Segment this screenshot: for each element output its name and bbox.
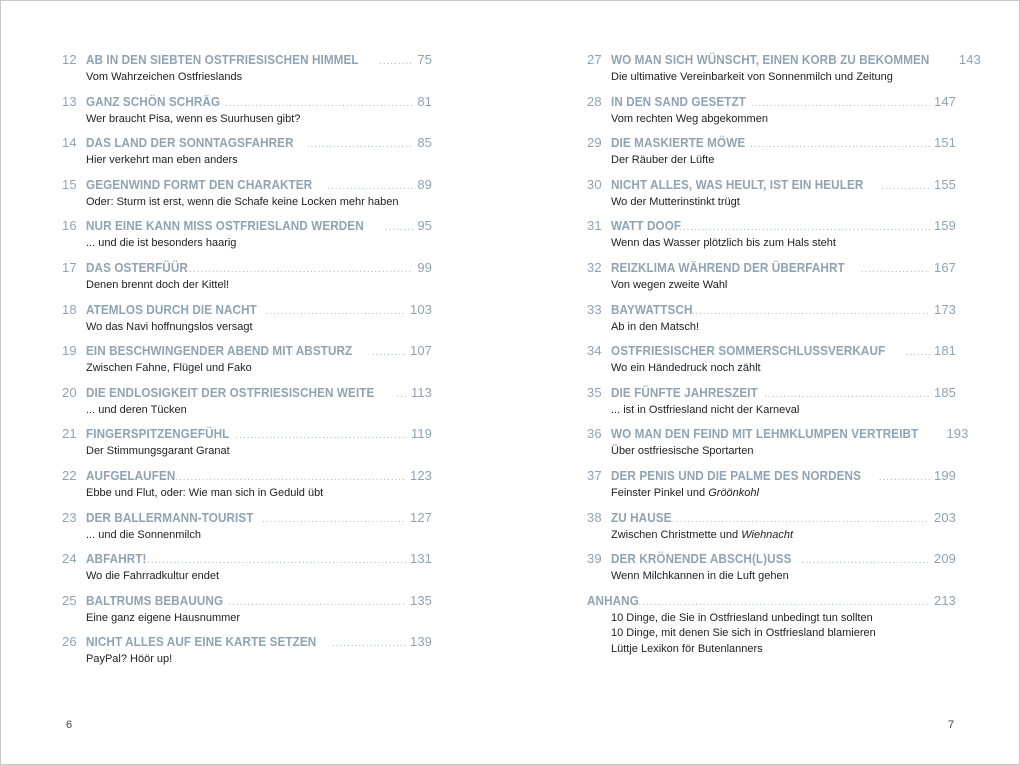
chapter-subtitle: Wo ein Händedruck noch zählt bbox=[611, 362, 761, 375]
toc-entry[interactable] bbox=[62, 52, 432, 94]
chapter-number: 31 bbox=[587, 218, 602, 234]
toc-entry[interactable] bbox=[62, 135, 432, 177]
chapter-subtitle: ... und die ist besonders haarig bbox=[86, 237, 237, 250]
chapter-number: 27 bbox=[587, 52, 602, 67]
leader-dots bbox=[307, 137, 414, 153]
page-number: 85 bbox=[417, 135, 432, 151]
leader-dots bbox=[906, 345, 930, 361]
leader-dots bbox=[879, 470, 930, 486]
chapter-title: NICHT ALLES, WAS HEULT, IST EIN HEULER bbox=[611, 176, 864, 192]
chapter-subtitle: Oder: Sturm ist erst, wenn die Schafe keine Locken mehr haben bbox=[86, 195, 399, 208]
chapter-number: 37 bbox=[587, 467, 602, 483]
chapter-number: 14 bbox=[62, 135, 77, 151]
chapter-subtitle: Wenn das Wasser plötzlich bis zum Hals steht bbox=[611, 237, 836, 250]
chapter-subtitle: Ab in den Matsch! bbox=[611, 320, 700, 333]
page-number: 151 bbox=[934, 135, 956, 151]
chapter-number: 29 bbox=[587, 135, 602, 151]
chapter-number: 34 bbox=[587, 343, 602, 359]
toc-entry[interactable] bbox=[62, 218, 432, 260]
chapter-number: 32 bbox=[587, 259, 602, 275]
chapter-subtitle bbox=[611, 528, 956, 542]
toc-entry[interactable] bbox=[587, 135, 956, 177]
page-number: 99 bbox=[417, 259, 432, 275]
leader-dots bbox=[189, 262, 413, 278]
leader-dots bbox=[751, 96, 930, 112]
chapter-number: 25 bbox=[62, 592, 77, 608]
chapter-number: 33 bbox=[587, 301, 602, 317]
page-number: 127 bbox=[410, 509, 432, 525]
page-number: 199 bbox=[934, 467, 956, 483]
chapter-number: 24 bbox=[62, 551, 77, 567]
chapter-number: 22 bbox=[62, 467, 77, 483]
subtitle-italic-text: Wiehnacht bbox=[741, 528, 794, 541]
chapter-subtitle: Vom Wahrzeichen Ostfrieslands bbox=[86, 71, 243, 83]
leader-dots bbox=[143, 553, 406, 569]
leader-dots bbox=[225, 96, 413, 112]
leader-dots bbox=[635, 595, 930, 611]
chapter-title: FINGERSPITZENGEFÜHL bbox=[86, 426, 230, 442]
page-number: 135 bbox=[410, 592, 432, 608]
page-number: 203 bbox=[934, 509, 956, 525]
leader-dots bbox=[764, 387, 930, 403]
toc-entry-appendix[interactable] bbox=[587, 592, 956, 655]
toc-entry[interactable] bbox=[587, 343, 956, 385]
chapter-subtitle: Eine ganz eigene Hausnummer bbox=[86, 611, 241, 624]
toc-entry[interactable] bbox=[62, 634, 432, 676]
chapter-subtitle: ... ist in Ostfriesland nicht der Karneval bbox=[611, 403, 800, 416]
page-number: 95 bbox=[417, 218, 432, 234]
chapter-subtitle: Wo das Navi hoffnungslos versagt bbox=[86, 320, 253, 333]
leader-dots bbox=[679, 220, 930, 236]
chapter-number: 36 bbox=[587, 426, 602, 442]
toc-entry[interactable] bbox=[587, 218, 956, 260]
chapter-subtitle: Die ultimative Vereinbarkeit von Sonnenmilch und Zeitung bbox=[611, 71, 893, 83]
chapter-title: REIZKLIMA WÄHREND DER ÜBERFAHRT bbox=[611, 259, 845, 275]
chapter-number: 26 bbox=[62, 634, 77, 650]
chapter-title: WATT DOOF bbox=[611, 218, 682, 234]
chapter-number: 16 bbox=[62, 218, 77, 234]
leader-dots bbox=[861, 262, 930, 278]
page-number: 123 bbox=[410, 467, 432, 483]
chapter-number: 17 bbox=[62, 259, 77, 275]
toc-entry[interactable] bbox=[587, 385, 956, 427]
chapter-number: 21 bbox=[62, 426, 77, 442]
page-number: 139 bbox=[410, 634, 432, 650]
chapter-subtitle: Hier verkehrt man eben anders bbox=[86, 154, 238, 167]
chapter-title: ATEMLOS DURCH DIE NACHT bbox=[86, 301, 257, 317]
chapter-subtitle: Über ostfriesische Sportarten bbox=[611, 445, 754, 458]
chapter-subtitle: Wo der Mutterinstinkt trügt bbox=[611, 195, 740, 208]
appendix-item: 10 Dinge, die Sie in Ostfriesland unbedingt tun sollten bbox=[611, 611, 873, 624]
chapter-number: 13 bbox=[62, 93, 77, 109]
page-number: 119 bbox=[410, 426, 432, 442]
chapter-title: DER PENIS UND DIE PALME DES NORDENS bbox=[611, 467, 861, 483]
chapter-number: 38 bbox=[587, 509, 602, 525]
page-folio-left: 6 bbox=[66, 719, 73, 731]
page-number: 167 bbox=[934, 259, 956, 275]
page-number: 155 bbox=[934, 176, 956, 192]
chapter-title: ZU HAUSE bbox=[611, 509, 672, 525]
toc-entry[interactable] bbox=[587, 510, 956, 552]
page-number: 213 bbox=[934, 592, 956, 608]
chapter-title: ABFAHRT! bbox=[86, 551, 147, 567]
leader-dots bbox=[881, 179, 930, 195]
page-number: 147 bbox=[934, 93, 956, 109]
leader-dots bbox=[266, 304, 406, 320]
page-number: 89 bbox=[417, 176, 432, 192]
leader-dots bbox=[228, 595, 406, 611]
toc-entry[interactable] bbox=[62, 343, 432, 385]
toc-entry[interactable] bbox=[587, 177, 956, 219]
subtitle-text: Feinster Pinkel und bbox=[611, 486, 709, 499]
chapter-title: DAS OSTERFÜÜR bbox=[86, 259, 188, 275]
toc-entry[interactable] bbox=[62, 385, 432, 427]
page-number: 103 bbox=[410, 301, 432, 317]
chapter-title: DER BALLERMANN-TOURIST bbox=[86, 509, 254, 525]
toc-entry[interactable] bbox=[587, 468, 956, 510]
chapter-title: WO MAN DEN FEIND MIT LEHMKLUMPEN VERTREIBT bbox=[611, 426, 919, 442]
page-number: 107 bbox=[410, 343, 432, 359]
chapter-title: AUFGELAUFEN bbox=[86, 467, 176, 483]
toc-entry[interactable] bbox=[62, 302, 432, 344]
page-number: 75 bbox=[417, 52, 432, 67]
page-number: 113 bbox=[410, 384, 432, 400]
leader-dots bbox=[262, 512, 406, 528]
toc-entry[interactable] bbox=[62, 551, 432, 593]
chapter-subtitle bbox=[611, 486, 956, 500]
page-number: 193 bbox=[946, 426, 969, 442]
chapter-title: BALTRUMS BEBAUUNG bbox=[86, 592, 224, 608]
chapter-number: 30 bbox=[587, 176, 602, 192]
chapter-subtitle: Wenn Milchkannen in die Luft gehen bbox=[611, 570, 789, 583]
toc-entry[interactable] bbox=[62, 260, 432, 302]
toc-entry[interactable] bbox=[62, 468, 432, 510]
chapter-title: IN DEN SAND GESETZT bbox=[611, 93, 746, 109]
toc-entry[interactable] bbox=[587, 302, 956, 344]
subtitle-italic-text: Gröönkohl bbox=[708, 486, 759, 499]
leader-dots bbox=[372, 345, 406, 361]
chapter-title: OSTFRIESISCHER SOMMERSCHLUSSVERKAUF bbox=[611, 343, 886, 359]
leader-dots bbox=[327, 179, 413, 195]
chapter-number: 12 bbox=[62, 52, 77, 67]
chapter-number: 15 bbox=[62, 176, 77, 192]
leader-dots bbox=[385, 220, 414, 236]
chapter-title: WO MAN SICH WÜNSCHT, EINEN KORB ZU BEKOMMEN bbox=[611, 52, 930, 67]
chapter-number: 18 bbox=[62, 301, 77, 317]
chapter-subtitle: Der Räuber der Lüfte bbox=[611, 154, 715, 167]
chapter-subtitle: Wer braucht Pisa, wenn es Suurhusen gibt? bbox=[86, 112, 301, 125]
chapter-number: 28 bbox=[587, 93, 602, 109]
page-folio-right: 7 bbox=[948, 719, 955, 731]
chapter-subtitle: Wo die Fahrradkultur endet bbox=[86, 570, 220, 583]
right-page-toc bbox=[587, 52, 981, 655]
leader-dots bbox=[396, 387, 407, 403]
page-number: 185 bbox=[934, 384, 956, 400]
chapter-subtitle: Von wegen zweite Wahl bbox=[611, 278, 728, 291]
page-number: 181 bbox=[934, 343, 956, 359]
leader-dots bbox=[802, 553, 930, 569]
chapter-title: NUR EINE KANN MISS OSTFRIESLAND WERDEN bbox=[86, 218, 364, 234]
leader-dots bbox=[175, 470, 406, 486]
chapter-subtitle: Vom rechten Weg abgekommen bbox=[611, 112, 768, 125]
leader-dots bbox=[332, 636, 406, 652]
chapter-title: BAYWATTSCH bbox=[611, 301, 693, 317]
chapter-title: AB IN DEN SIEBTEN OSTFRIESISCHEN HIMMEL bbox=[86, 52, 359, 67]
toc-entry[interactable] bbox=[587, 94, 956, 136]
chapter-title: DER KRÖNENDE ABSCH(L)USS bbox=[611, 551, 792, 567]
toc-entry[interactable] bbox=[587, 551, 956, 593]
appendix-item: 10 Dinge, mit denen Sie sich in Ostfriesland blamieren bbox=[611, 627, 876, 640]
chapter-number: 19 bbox=[62, 343, 77, 359]
leader-dots bbox=[750, 137, 930, 153]
toc-entry[interactable] bbox=[62, 94, 432, 136]
toc-entry[interactable] bbox=[62, 593, 432, 635]
toc-entry[interactable] bbox=[62, 177, 432, 219]
chapter-title: NICHT ALLES AUF EINE KARTE SETZEN bbox=[86, 634, 317, 650]
chapter-title: EIN BESCHWINGENDER ABEND MIT ABSTURZ bbox=[86, 343, 353, 359]
chapter-title: DIE FÜNFTE JAHRESZEIT bbox=[611, 384, 758, 400]
chapter-subtitle: Ebbe und Flut, oder: Wie man sich in Geduld übt bbox=[86, 486, 324, 499]
page-number: 209 bbox=[934, 551, 956, 567]
toc-entry[interactable] bbox=[62, 426, 432, 468]
toc-entry[interactable] bbox=[587, 260, 956, 302]
leader-dots bbox=[379, 54, 413, 70]
appendix-title: ANHANG bbox=[587, 592, 639, 608]
leader-dots bbox=[668, 512, 930, 528]
appendix-item: Lüttje Lexikon för Butenlanners bbox=[611, 642, 763, 655]
subtitle-text: Zwischen Christmette und bbox=[611, 528, 742, 541]
leader-dots bbox=[692, 304, 930, 320]
chapter-number: 23 bbox=[62, 509, 77, 525]
page-number: 143 bbox=[958, 52, 981, 67]
chapter-title: GEGENWIND FORMT DEN CHARAKTER bbox=[86, 176, 313, 192]
chapter-number: 20 bbox=[62, 384, 77, 400]
chapter-subtitle: ... und die Sonnenmilch bbox=[86, 528, 201, 541]
chapter-title: GANZ SCHÖN SCHRÄG bbox=[86, 93, 221, 109]
chapter-subtitle: Denen brennt doch der Kittel! bbox=[86, 278, 230, 291]
toc-entry[interactable] bbox=[587, 52, 981, 94]
chapter-subtitle: Zwischen Fahne, Flügel und Fako bbox=[86, 362, 252, 375]
toc-entry[interactable] bbox=[62, 510, 432, 552]
toc-entry[interactable] bbox=[587, 426, 969, 468]
chapter-subtitle: ... und deren Tücken bbox=[86, 403, 187, 416]
leader-dots bbox=[235, 428, 407, 444]
page-number: 131 bbox=[410, 551, 432, 567]
left-page-toc bbox=[62, 52, 432, 676]
chapter-subtitle: PayPal? Höör up! bbox=[86, 653, 173, 666]
chapter-number: 39 bbox=[587, 551, 602, 567]
chapter-number: 35 bbox=[587, 384, 602, 400]
page-number: 159 bbox=[934, 218, 956, 234]
chapter-title: DIE ENDLOSIGKEIT DER OSTFRIESISCHEN WEITE bbox=[86, 384, 375, 400]
page-number: 173 bbox=[934, 301, 956, 317]
chapter-title: DIE MASKIERTE MÖWE bbox=[611, 135, 746, 151]
chapter-subtitle: Der Stimmungsgarant Granat bbox=[86, 445, 230, 458]
chapter-title: DAS LAND DER SONNTAGSFAHRER bbox=[86, 135, 294, 151]
page-number: 81 bbox=[417, 93, 432, 109]
